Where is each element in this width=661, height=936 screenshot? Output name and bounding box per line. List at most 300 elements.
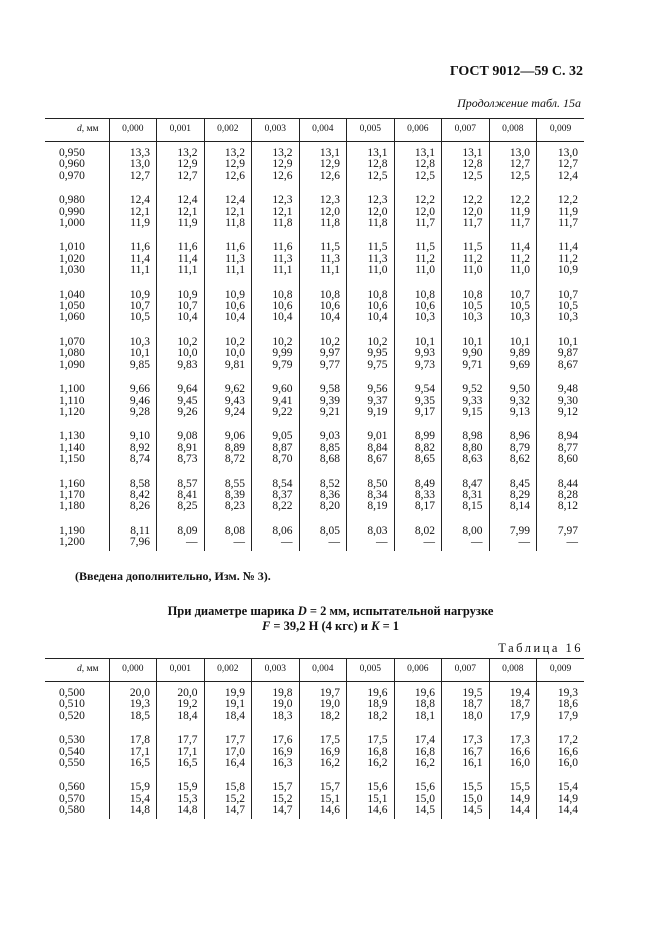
hardness-cell: 12,6	[299, 171, 347, 182]
table-16-label: Таблица 16	[498, 641, 583, 655]
hardness-cell: 14,7	[204, 805, 252, 818]
hardness-cell: 10,4	[157, 312, 205, 323]
hardness-cell: 9,99	[252, 348, 300, 359]
hardness-cell: 15,2	[252, 794, 300, 805]
column-header: 0,004	[299, 659, 347, 682]
hardness-cell: 9,21	[299, 407, 347, 418]
column-header: 0,000	[109, 119, 157, 142]
hardness-cell: 19,5	[442, 682, 490, 700]
table-row	[45, 537, 584, 550]
hardness-cell: 12,2	[442, 182, 490, 206]
hardness-cell: 12,8	[394, 159, 442, 170]
hardness-cell: 9,01	[347, 418, 395, 442]
column-header: 0,001	[157, 119, 205, 142]
hardness-cell: 16,6	[489, 747, 537, 758]
hardness-cell: 8,73	[157, 454, 205, 465]
hardness-cell: 11,2	[489, 254, 537, 265]
hardness-cell: 10,0	[157, 348, 205, 359]
hardness-cell: 19,4	[489, 682, 537, 700]
hardness-cell: 17,7	[157, 722, 205, 746]
hardness-cell: 11,0	[347, 265, 395, 276]
diameter-cell: 1,080	[59, 347, 85, 360]
hardness-cell: 8,62	[489, 454, 537, 465]
hardness-cell: 12,3	[252, 182, 300, 206]
hardness-cell: 9,39	[299, 396, 347, 407]
hardness-cell: 10,6	[394, 301, 442, 312]
hardness-cell: 18,4	[157, 711, 205, 722]
hardness-cell: 8,89	[204, 443, 252, 454]
hardness-cell: 17,9	[489, 711, 537, 722]
hardness-cell: 18,5	[109, 711, 157, 722]
hardness-cell: 17,7	[204, 722, 252, 746]
hardness-cell: 11,0	[394, 265, 442, 276]
table-row	[45, 171, 584, 182]
hardness-cell: 11,5	[347, 229, 395, 253]
column-header: 0,003	[252, 119, 300, 142]
hardness-cell: 19,3	[109, 699, 157, 710]
hardness-cell: 8,96	[489, 418, 537, 442]
column-header: 0,002	[204, 659, 252, 682]
hardness-cell: 9,64	[157, 371, 205, 395]
diameter-cell: 0,560	[59, 781, 85, 794]
diameter-cell: 0,960	[59, 158, 85, 171]
column-header: 0,000	[109, 659, 157, 682]
hardness-cell: 13,2	[204, 142, 252, 160]
hardness-cell: 12,0	[299, 207, 347, 218]
hardness-cell: 18,4	[204, 711, 252, 722]
hardness-cell: 11,6	[252, 229, 300, 253]
hardness-cell: 16,2	[299, 758, 347, 769]
hardness-cell: 9,28	[109, 407, 157, 418]
hardness-cell: 9,15	[442, 407, 490, 418]
hardness-cell: 15,9	[109, 769, 157, 793]
table-15a	[45, 118, 584, 551]
hardness-cell: 15,5	[489, 769, 537, 793]
hardness-cell: 15,3	[157, 794, 205, 805]
hardness-cell: 10,9	[204, 277, 252, 301]
diameter-cell: 1,170	[59, 488, 85, 501]
hardness-cell: 10,6	[347, 301, 395, 312]
hardness-cell: 12,9	[157, 159, 205, 170]
column-header: 0,003	[252, 659, 300, 682]
hardness-cell: 10,4	[299, 312, 347, 323]
hardness-cell: 15,6	[347, 769, 395, 793]
hardness-cell: 16,1	[442, 758, 490, 769]
hardness-cell: 9,77	[299, 360, 347, 371]
diameter-cell: 0,540	[59, 745, 85, 758]
hardness-cell: 9,89	[489, 348, 537, 359]
column-header: 0,004	[299, 119, 347, 142]
hardness-cell: 8,84	[347, 443, 395, 454]
hardness-cell: 10,3	[394, 312, 442, 323]
hardness-cell: 11,4	[157, 254, 205, 265]
hardness-cell: 15,6	[394, 769, 442, 793]
column-header: 0,005	[347, 659, 395, 682]
hardness-cell: 8,92	[109, 443, 157, 454]
table-row	[45, 443, 584, 454]
hardness-cell: 12,3	[299, 182, 347, 206]
table-row	[45, 711, 584, 722]
hardness-cell: 12,7	[489, 159, 537, 170]
table-row	[45, 142, 584, 160]
hardness-cell: 9,87	[537, 348, 585, 359]
hardness-cell: 10,7	[537, 277, 585, 301]
hardness-cell: —	[489, 537, 537, 550]
hardness-cell: 12,7	[109, 171, 157, 182]
column-header: 0,007	[442, 659, 490, 682]
hardness-cell: 9,17	[394, 407, 442, 418]
hardness-cell: 8,50	[347, 466, 395, 490]
hardness-cell: 8,94	[537, 418, 585, 442]
hardness-cell: 11,3	[299, 254, 347, 265]
hardness-cell: 16,9	[299, 747, 347, 758]
hardness-cell: 10,3	[442, 312, 490, 323]
hardness-cell: 8,77	[537, 443, 585, 454]
hardness-cell: 12,0	[442, 207, 490, 218]
hardness-cell: 15,0	[394, 794, 442, 805]
hardness-cell: 9,32	[489, 396, 537, 407]
hardness-cell: 10,2	[347, 324, 395, 348]
table-row	[45, 182, 584, 206]
hardness-cell: 13,1	[299, 142, 347, 160]
hardness-cell: 10,8	[442, 277, 490, 301]
hardness-cell: 12,4	[157, 182, 205, 206]
hardness-cell: 10,7	[489, 277, 537, 301]
hardness-cell: 14,9	[537, 794, 585, 805]
hardness-cell: 11,4	[537, 229, 585, 253]
hardness-cell: 9,26	[157, 407, 205, 418]
hardness-cell: 11,3	[347, 254, 395, 265]
hardness-cell: 11,2	[394, 254, 442, 265]
hardness-cell: 11,9	[489, 207, 537, 218]
table-row	[45, 159, 584, 170]
table-row	[45, 207, 584, 218]
table-row	[45, 722, 584, 746]
hardness-cell: 16,4	[204, 758, 252, 769]
hardness-cell: 9,10	[109, 418, 157, 442]
hardness-cell: 10,8	[347, 277, 395, 301]
hardness-cell: 8,34	[347, 490, 395, 501]
diameter-cell: 1,130	[59, 430, 85, 443]
hardness-cell: 8,00	[442, 513, 490, 537]
hardness-cell: 13,0	[537, 142, 585, 160]
hardness-cell: 10,6	[252, 301, 300, 312]
hardness-cell: 19,6	[347, 682, 395, 700]
hardness-cell: 19,9	[204, 682, 252, 700]
hardness-cell: 15,4	[537, 769, 585, 793]
hardness-cell: 12,9	[204, 159, 252, 170]
table-row	[45, 407, 584, 418]
hardness-cell: 16,3	[252, 758, 300, 769]
hardness-cell: 12,5	[489, 171, 537, 182]
hardness-cell: 10,1	[537, 324, 585, 348]
hardness-cell: 10,1	[489, 324, 537, 348]
hardness-cell: 8,98	[442, 418, 490, 442]
hardness-cell: 8,68	[299, 454, 347, 465]
hardness-cell: 10,2	[204, 324, 252, 348]
table-row	[45, 265, 584, 276]
hardness-cell: 12,9	[299, 159, 347, 170]
hardness-cell: 10,1	[442, 324, 490, 348]
hardness-cell: 11,1	[157, 265, 205, 276]
hardness-cell: 9,50	[489, 371, 537, 395]
hardness-cell: 8,99	[394, 418, 442, 442]
hardness-cell: 8,02	[394, 513, 442, 537]
hardness-cell: 8,79	[489, 443, 537, 454]
hardness-cell: 12,1	[109, 207, 157, 218]
diameter-cell: 1,100	[59, 383, 85, 396]
hardness-cell: 17,5	[347, 722, 395, 746]
hardness-cell: 9,93	[394, 348, 442, 359]
hardness-cell: 17,3	[442, 722, 490, 746]
hardness-cell: 9,41	[252, 396, 300, 407]
table-row	[45, 312, 584, 323]
amendment-note: (Введена дополнительно, Изм. № 3).	[75, 569, 271, 583]
hardness-cell: 8,14	[489, 501, 537, 512]
table-row	[45, 682, 584, 700]
table-row	[45, 466, 584, 490]
hardness-cell: 8,25	[157, 501, 205, 512]
table-row	[45, 501, 584, 512]
table-row	[45, 229, 584, 253]
hardness-cell: 12,6	[252, 171, 300, 182]
hardness-cell: 15,1	[347, 794, 395, 805]
hardness-cell: —	[299, 537, 347, 550]
hardness-cell: 9,95	[347, 348, 395, 359]
hardness-cell: 11,6	[157, 229, 205, 253]
diameter-cell: 1,040	[59, 288, 85, 301]
hardness-cell: 9,58	[299, 371, 347, 395]
hardness-cell: 11,0	[442, 265, 490, 276]
column-header: 0,007	[442, 119, 490, 142]
hardness-cell: 14,6	[299, 805, 347, 818]
hardness-cell: 17,5	[299, 722, 347, 746]
hardness-cell: 12,0	[394, 207, 442, 218]
hardness-cell: —	[442, 537, 490, 550]
hardness-cell: —	[204, 537, 252, 550]
hardness-cell: 8,33	[394, 490, 442, 501]
hardness-cell: —	[347, 537, 395, 550]
hardness-cell: 11,5	[394, 229, 442, 253]
hardness-cell: 19,2	[157, 699, 205, 710]
hardness-cell: 8,87	[252, 443, 300, 454]
hardness-cell: 10,2	[252, 324, 300, 348]
hardness-cell: 12,5	[394, 171, 442, 182]
hardness-cell: 9,05	[252, 418, 300, 442]
hardness-cell: 16,7	[442, 747, 490, 758]
hardness-cell: 12,6	[204, 171, 252, 182]
hardness-cell: 14,4	[537, 805, 585, 818]
hardness-cell: 12,7	[537, 159, 585, 170]
hardness-cell: 12,8	[347, 159, 395, 170]
hardness-cell: 19,0	[252, 699, 300, 710]
hardness-cell: 11,9	[537, 207, 585, 218]
column-header: 0,006	[394, 119, 442, 142]
hardness-cell: 8,82	[394, 443, 442, 454]
diameter-cell: 1,060	[59, 311, 85, 324]
page-header: ГОСТ 9012—59 С. 32	[449, 64, 583, 79]
diameter-cell: 1,090	[59, 358, 85, 371]
hardness-cell: 16,2	[394, 758, 442, 769]
hardness-cell: 10,7	[157, 301, 205, 312]
hardness-cell: 8,58	[109, 466, 157, 490]
hardness-cell: 13,2	[252, 142, 300, 160]
hardness-cell: 11,7	[489, 218, 537, 229]
table-row	[45, 254, 584, 265]
hardness-cell: 8,22	[252, 501, 300, 512]
hardness-cell: 7,96	[109, 537, 157, 550]
table-row	[45, 490, 584, 501]
hardness-cell: 11,8	[347, 218, 395, 229]
hardness-cell: 8,80	[442, 443, 490, 454]
hardness-cell: 8,67	[537, 360, 585, 371]
table-row	[45, 324, 584, 348]
hardness-cell: 10,5	[489, 301, 537, 312]
hardness-cell: 7,97	[537, 513, 585, 537]
hardness-cell: 8,31	[442, 490, 490, 501]
hardness-cell: 18,8	[394, 699, 442, 710]
hardness-cell: 12,8	[442, 159, 490, 170]
hardness-cell: 11,5	[299, 229, 347, 253]
hardness-cell: 14,5	[394, 805, 442, 818]
hardness-cell: 15,7	[299, 769, 347, 793]
hardness-cell: 11,7	[442, 218, 490, 229]
column-header: 0,008	[489, 119, 537, 142]
table-row	[45, 360, 584, 371]
hardness-cell: 19,8	[252, 682, 300, 700]
diameter-cell: 1,070	[59, 335, 85, 348]
hardness-cell: 10,5	[537, 301, 585, 312]
hardness-cell: 18,0	[442, 711, 490, 722]
diameter-cell: 1,050	[59, 300, 85, 313]
hardness-cell: —	[394, 537, 442, 550]
diameter-cell: 0,950	[59, 147, 85, 159]
hardness-cell: 8,52	[299, 466, 347, 490]
hardness-cell: 14,8	[157, 805, 205, 818]
hardness-cell: 12,5	[442, 171, 490, 182]
hardness-cell: 19,6	[394, 682, 442, 700]
column-header-d: d, мм	[45, 119, 109, 142]
hardness-cell: 10,7	[109, 301, 157, 312]
hardness-cell: 10,5	[442, 301, 490, 312]
hardness-cell: 13,1	[394, 142, 442, 160]
diameter-cell: 1,010	[59, 241, 85, 254]
hardness-cell: 10,2	[299, 324, 347, 348]
hardness-cell: 8,36	[299, 490, 347, 501]
hardness-cell: 12,2	[489, 182, 537, 206]
hardness-cell: 8,12	[537, 501, 585, 512]
hardness-cell: 8,15	[442, 501, 490, 512]
hardness-cell: 10,3	[489, 312, 537, 323]
diameter-cell: 0,550	[59, 757, 85, 770]
hardness-cell: 12,4	[204, 182, 252, 206]
hardness-cell: 20,0	[109, 682, 157, 700]
hardness-cell: —	[252, 537, 300, 550]
hardness-cell: 10,4	[204, 312, 252, 323]
hardness-cell: 8,08	[204, 513, 252, 537]
hardness-cell: 16,0	[537, 758, 585, 769]
hardness-cell: 10,5	[109, 312, 157, 323]
table-row	[45, 396, 584, 407]
table-row	[45, 301, 584, 312]
hardness-cell: 14,6	[347, 805, 395, 818]
hardness-cell: 13,1	[442, 142, 490, 160]
diameter-cell: 1,160	[59, 477, 85, 490]
hardness-cell: 10,8	[299, 277, 347, 301]
diameter-cell: 0,970	[59, 169, 85, 182]
hardness-cell: 9,62	[204, 371, 252, 395]
hardness-cell: 12,4	[109, 182, 157, 206]
hardness-cell: 9,71	[442, 360, 490, 371]
hardness-cell: 10,3	[537, 312, 585, 323]
hardness-cell: 17,3	[489, 722, 537, 746]
table-row	[45, 805, 584, 818]
hardness-cell: 16,9	[252, 747, 300, 758]
table-row	[45, 794, 584, 805]
hardness-cell: 17,1	[109, 747, 157, 758]
hardness-cell: 11,1	[204, 265, 252, 276]
hardness-cell: 9,69	[489, 360, 537, 371]
hardness-cell: 12,1	[252, 207, 300, 218]
hardness-cell: 9,83	[157, 360, 205, 371]
hardness-cell: 12,3	[347, 182, 395, 206]
hardness-cell: 8,67	[347, 454, 395, 465]
hardness-cell: 8,41	[157, 490, 205, 501]
hardness-cell: 10,1	[109, 348, 157, 359]
hardness-cell: 15,9	[157, 769, 205, 793]
hardness-cell: 18,3	[252, 711, 300, 722]
table-row	[45, 699, 584, 710]
hardness-cell: 8,37	[252, 490, 300, 501]
column-header: 0,008	[489, 659, 537, 682]
hardness-cell: 11,3	[204, 254, 252, 265]
hardness-cell: 11,1	[109, 265, 157, 276]
hardness-cell: —	[157, 537, 205, 550]
hardness-cell: 12,2	[537, 182, 585, 206]
table-row	[45, 747, 584, 758]
hardness-cell: 11,9	[157, 218, 205, 229]
diameter-cell: 1,190	[59, 524, 85, 537]
hardness-cell: 17,8	[109, 722, 157, 746]
continuation-label: Продолжение табл. 15а	[457, 96, 581, 110]
hardness-cell: 10,1	[394, 324, 442, 348]
hardness-cell: 11,8	[252, 218, 300, 229]
table-row	[45, 769, 584, 793]
hardness-cell: 8,06	[252, 513, 300, 537]
hardness-cell: 16,5	[109, 758, 157, 769]
hardness-cell: 8,57	[157, 466, 205, 490]
hardness-cell: 16,8	[394, 747, 442, 758]
hardness-cell: 8,74	[109, 454, 157, 465]
table-row	[45, 348, 584, 359]
hardness-cell: 11,8	[299, 218, 347, 229]
hardness-cell: 12,1	[204, 207, 252, 218]
diameter-cell: 0,500	[59, 687, 85, 699]
hardness-cell: 8,20	[299, 501, 347, 512]
hardness-cell: 16,5	[157, 758, 205, 769]
hardness-cell: 17,4	[394, 722, 442, 746]
hardness-cell: 9,37	[347, 396, 395, 407]
hardness-cell: 8,63	[442, 454, 490, 465]
table-row	[45, 418, 584, 442]
hardness-cell: 13,2	[157, 142, 205, 160]
hardness-cell: 19,0	[299, 699, 347, 710]
hardness-cell: 9,75	[347, 360, 395, 371]
hardness-cell: 10,0	[204, 348, 252, 359]
hardness-cell: 9,85	[109, 360, 157, 371]
hardness-cell: 9,90	[442, 348, 490, 359]
hardness-cell: 16,0	[489, 758, 537, 769]
